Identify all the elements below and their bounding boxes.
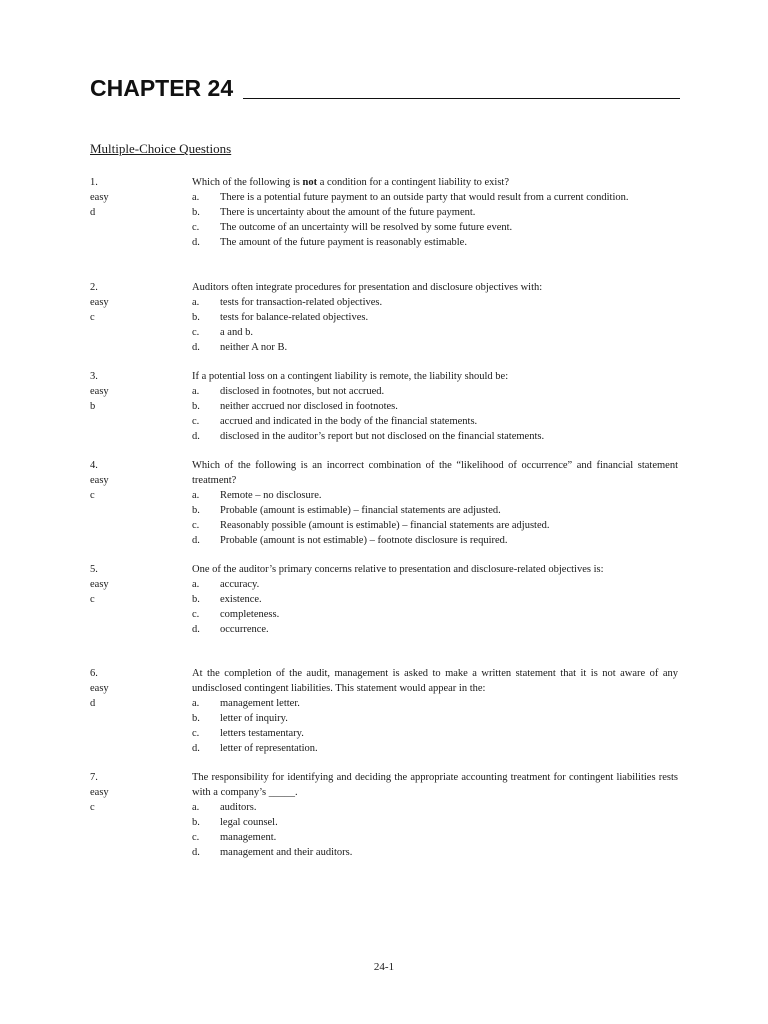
option-letter: b. bbox=[192, 207, 200, 218]
question-meta bbox=[90, 369, 180, 414]
answer-option bbox=[192, 711, 678, 726]
option-text: Remote – no disclosure. bbox=[220, 490, 322, 501]
answer-option bbox=[192, 384, 678, 399]
answer-option bbox=[192, 235, 678, 250]
question-stem bbox=[192, 175, 678, 190]
option-letter: a. bbox=[192, 297, 200, 308]
option-letter: b. bbox=[192, 817, 200, 828]
question-number: 5. bbox=[90, 564, 98, 575]
option-text: Reasonably possible (amount is estimable) – financial statements are adjusted. bbox=[220, 520, 550, 531]
option-text: management. bbox=[220, 832, 277, 843]
question-answer: b bbox=[90, 401, 96, 412]
option-text: auditors. bbox=[220, 802, 257, 813]
option-letter: b. bbox=[192, 713, 200, 724]
option-text: letter of inquiry. bbox=[220, 713, 288, 724]
stem-text: The responsibility for identifying and deciding the appropriate accounting treatment for contingent liabilities rests with a company’s _____. bbox=[192, 772, 678, 798]
question-meta bbox=[90, 770, 180, 815]
question-number: 2. bbox=[90, 282, 98, 293]
answer-option bbox=[192, 325, 678, 340]
answer-option bbox=[192, 310, 678, 325]
option-text: The amount of the future payment is reasonably estimable. bbox=[220, 237, 467, 248]
answer-option bbox=[192, 726, 678, 741]
question-number: 6. bbox=[90, 668, 98, 679]
question-difficulty: easy bbox=[90, 386, 109, 397]
question-7 bbox=[90, 770, 678, 860]
question-stem bbox=[192, 458, 678, 488]
stem-text: Which of the following is bbox=[192, 177, 303, 188]
option-text: disclosed in footnotes, but not accrued. bbox=[220, 386, 385, 397]
answer-option bbox=[192, 577, 678, 592]
option-text: tests for transaction-related objectives. bbox=[220, 297, 383, 308]
answer-option bbox=[192, 830, 678, 845]
option-text: neither accrued nor disclosed in footnotes. bbox=[220, 401, 398, 412]
stem-text: Which of the following is an incorrect combination of the “likelihood of occurrence” and financial statement treatment? bbox=[192, 460, 678, 486]
option-letter: d. bbox=[192, 847, 200, 858]
section-heading: Multiple-Choice Questions bbox=[90, 141, 232, 156]
chapter-title bbox=[90, 74, 680, 102]
question-meta bbox=[90, 458, 180, 503]
option-letter: a. bbox=[192, 192, 200, 203]
option-letter: d. bbox=[192, 743, 200, 754]
question-4 bbox=[90, 458, 678, 548]
option-text: letter of representation. bbox=[220, 743, 318, 754]
question-number: 1. bbox=[90, 177, 98, 188]
question-body bbox=[192, 280, 678, 355]
option-letter: c. bbox=[192, 520, 200, 531]
question-1 bbox=[90, 175, 678, 250]
answer-option bbox=[192, 429, 678, 444]
answer-option bbox=[192, 295, 678, 310]
answer-option bbox=[192, 815, 678, 830]
option-letter: d. bbox=[192, 535, 200, 546]
option-letter: d. bbox=[192, 624, 200, 635]
question-body bbox=[192, 175, 678, 250]
option-text: accrued and indicated in the body of the financial statements. bbox=[220, 416, 478, 427]
question-stem bbox=[192, 562, 678, 577]
answer-option bbox=[192, 503, 678, 518]
option-letter: a. bbox=[192, 579, 200, 590]
answer-option bbox=[192, 190, 678, 205]
question-answer: c bbox=[90, 490, 95, 501]
answer-option bbox=[192, 220, 678, 235]
option-letter: b. bbox=[192, 505, 200, 516]
question-6 bbox=[90, 666, 678, 756]
stem-text: At the completion of the audit, management is asked to make a written statement that it is not aware of any undisclosed contingent liabilities. This statement would appear in the: bbox=[192, 668, 678, 694]
option-letter: c. bbox=[192, 222, 200, 233]
title-underline-rule bbox=[243, 97, 680, 99]
option-letter: d. bbox=[192, 237, 200, 248]
option-letter: c. bbox=[192, 609, 200, 620]
option-text: There is a potential future payment to an outside party that would result from a current condition. bbox=[220, 192, 629, 203]
question-number: 7. bbox=[90, 772, 98, 783]
option-text: Probable (amount is not estimable) – footnote disclosure is required. bbox=[220, 535, 508, 546]
option-text: management and their auditors. bbox=[220, 847, 353, 858]
option-letter: b. bbox=[192, 312, 200, 323]
answer-option bbox=[192, 518, 678, 533]
option-text: occurrence. bbox=[220, 624, 269, 635]
stem-text: If a potential loss on a contingent liability is remote, the liability should be: bbox=[192, 371, 509, 382]
answer-option bbox=[192, 741, 678, 756]
stem-text: Auditors often integrate procedures for presentation and disclosure objectives with: bbox=[192, 282, 543, 293]
answer-option bbox=[192, 607, 678, 622]
answer-option bbox=[192, 488, 678, 503]
answer-option bbox=[192, 399, 678, 414]
stem-text: One of the auditor’s primary concerns relative to presentation and disclosure-related objectives is: bbox=[192, 564, 604, 575]
question-answer: c bbox=[90, 594, 95, 605]
answer-option bbox=[192, 414, 678, 429]
question-stem bbox=[192, 770, 678, 800]
question-body bbox=[192, 770, 678, 860]
question-difficulty: easy bbox=[90, 297, 109, 308]
question-stem bbox=[192, 369, 678, 384]
option-text: a and b. bbox=[220, 327, 253, 338]
question-difficulty: easy bbox=[90, 579, 109, 590]
answer-option bbox=[192, 340, 678, 355]
question-difficulty: easy bbox=[90, 192, 109, 203]
option-letter: c. bbox=[192, 728, 200, 739]
option-letter: a. bbox=[192, 802, 200, 813]
option-letter: a. bbox=[192, 698, 200, 709]
question-difficulty: easy bbox=[90, 787, 109, 798]
option-letter: b. bbox=[192, 594, 200, 605]
option-letter: a. bbox=[192, 386, 200, 397]
question-answer: d bbox=[90, 698, 96, 709]
option-text: Probable (amount is estimable) – financial statements are adjusted. bbox=[220, 505, 501, 516]
stem-text: a condition for a contingent liability to exist? bbox=[317, 177, 509, 188]
question-number: 3. bbox=[90, 371, 98, 382]
question-body bbox=[192, 666, 678, 756]
option-letter: d. bbox=[192, 342, 200, 353]
option-letter: b. bbox=[192, 401, 200, 412]
question-meta bbox=[90, 280, 180, 325]
option-text: tests for balance-related objectives. bbox=[220, 312, 369, 323]
option-letter: c. bbox=[192, 327, 200, 338]
option-text: The outcome of an uncertainty will be resolved by some future event. bbox=[220, 222, 513, 233]
answer-option bbox=[192, 845, 678, 860]
answer-option bbox=[192, 533, 678, 548]
stem-emphasis: not bbox=[302, 177, 318, 188]
option-letter: d. bbox=[192, 431, 200, 442]
option-text: accuracy. bbox=[220, 579, 260, 590]
option-text: existence. bbox=[220, 594, 262, 605]
option-letter: c. bbox=[192, 832, 200, 843]
question-answer: d bbox=[90, 207, 96, 218]
question-difficulty: easy bbox=[90, 683, 109, 694]
answer-option bbox=[192, 696, 678, 711]
question-meta bbox=[90, 175, 180, 220]
option-letter: c. bbox=[192, 416, 200, 427]
answer-option bbox=[192, 205, 678, 220]
question-answer: c bbox=[90, 312, 95, 323]
question-2 bbox=[90, 280, 678, 355]
page-number: 24-1 bbox=[373, 961, 395, 973]
option-text: disclosed in the auditor’s report but not disclosed on the financial statements. bbox=[220, 431, 545, 442]
question-meta bbox=[90, 666, 180, 711]
option-text: completeness. bbox=[220, 609, 280, 620]
option-letter: a. bbox=[192, 490, 200, 501]
option-text: management letter. bbox=[220, 698, 300, 709]
answer-option bbox=[192, 592, 678, 607]
question-meta bbox=[90, 562, 180, 607]
question-3 bbox=[90, 369, 678, 444]
option-text: neither A nor B. bbox=[220, 342, 288, 353]
question-answer: c bbox=[90, 802, 95, 813]
question-body bbox=[192, 369, 678, 444]
option-text: letters testamentary. bbox=[220, 728, 304, 739]
answer-option bbox=[192, 622, 678, 637]
question-stem bbox=[192, 666, 678, 696]
answer-option bbox=[192, 800, 678, 815]
question-5 bbox=[90, 562, 678, 637]
option-text: There is uncertainty about the amount of the future payment. bbox=[220, 207, 476, 218]
question-difficulty: easy bbox=[90, 475, 109, 486]
question-body bbox=[192, 458, 678, 548]
question-body bbox=[192, 562, 678, 637]
option-text: legal counsel. bbox=[220, 817, 278, 828]
question-number: 4. bbox=[90, 460, 98, 471]
question-stem bbox=[192, 280, 678, 295]
chapter-title-text: CHAPTER 24 bbox=[90, 75, 234, 101]
